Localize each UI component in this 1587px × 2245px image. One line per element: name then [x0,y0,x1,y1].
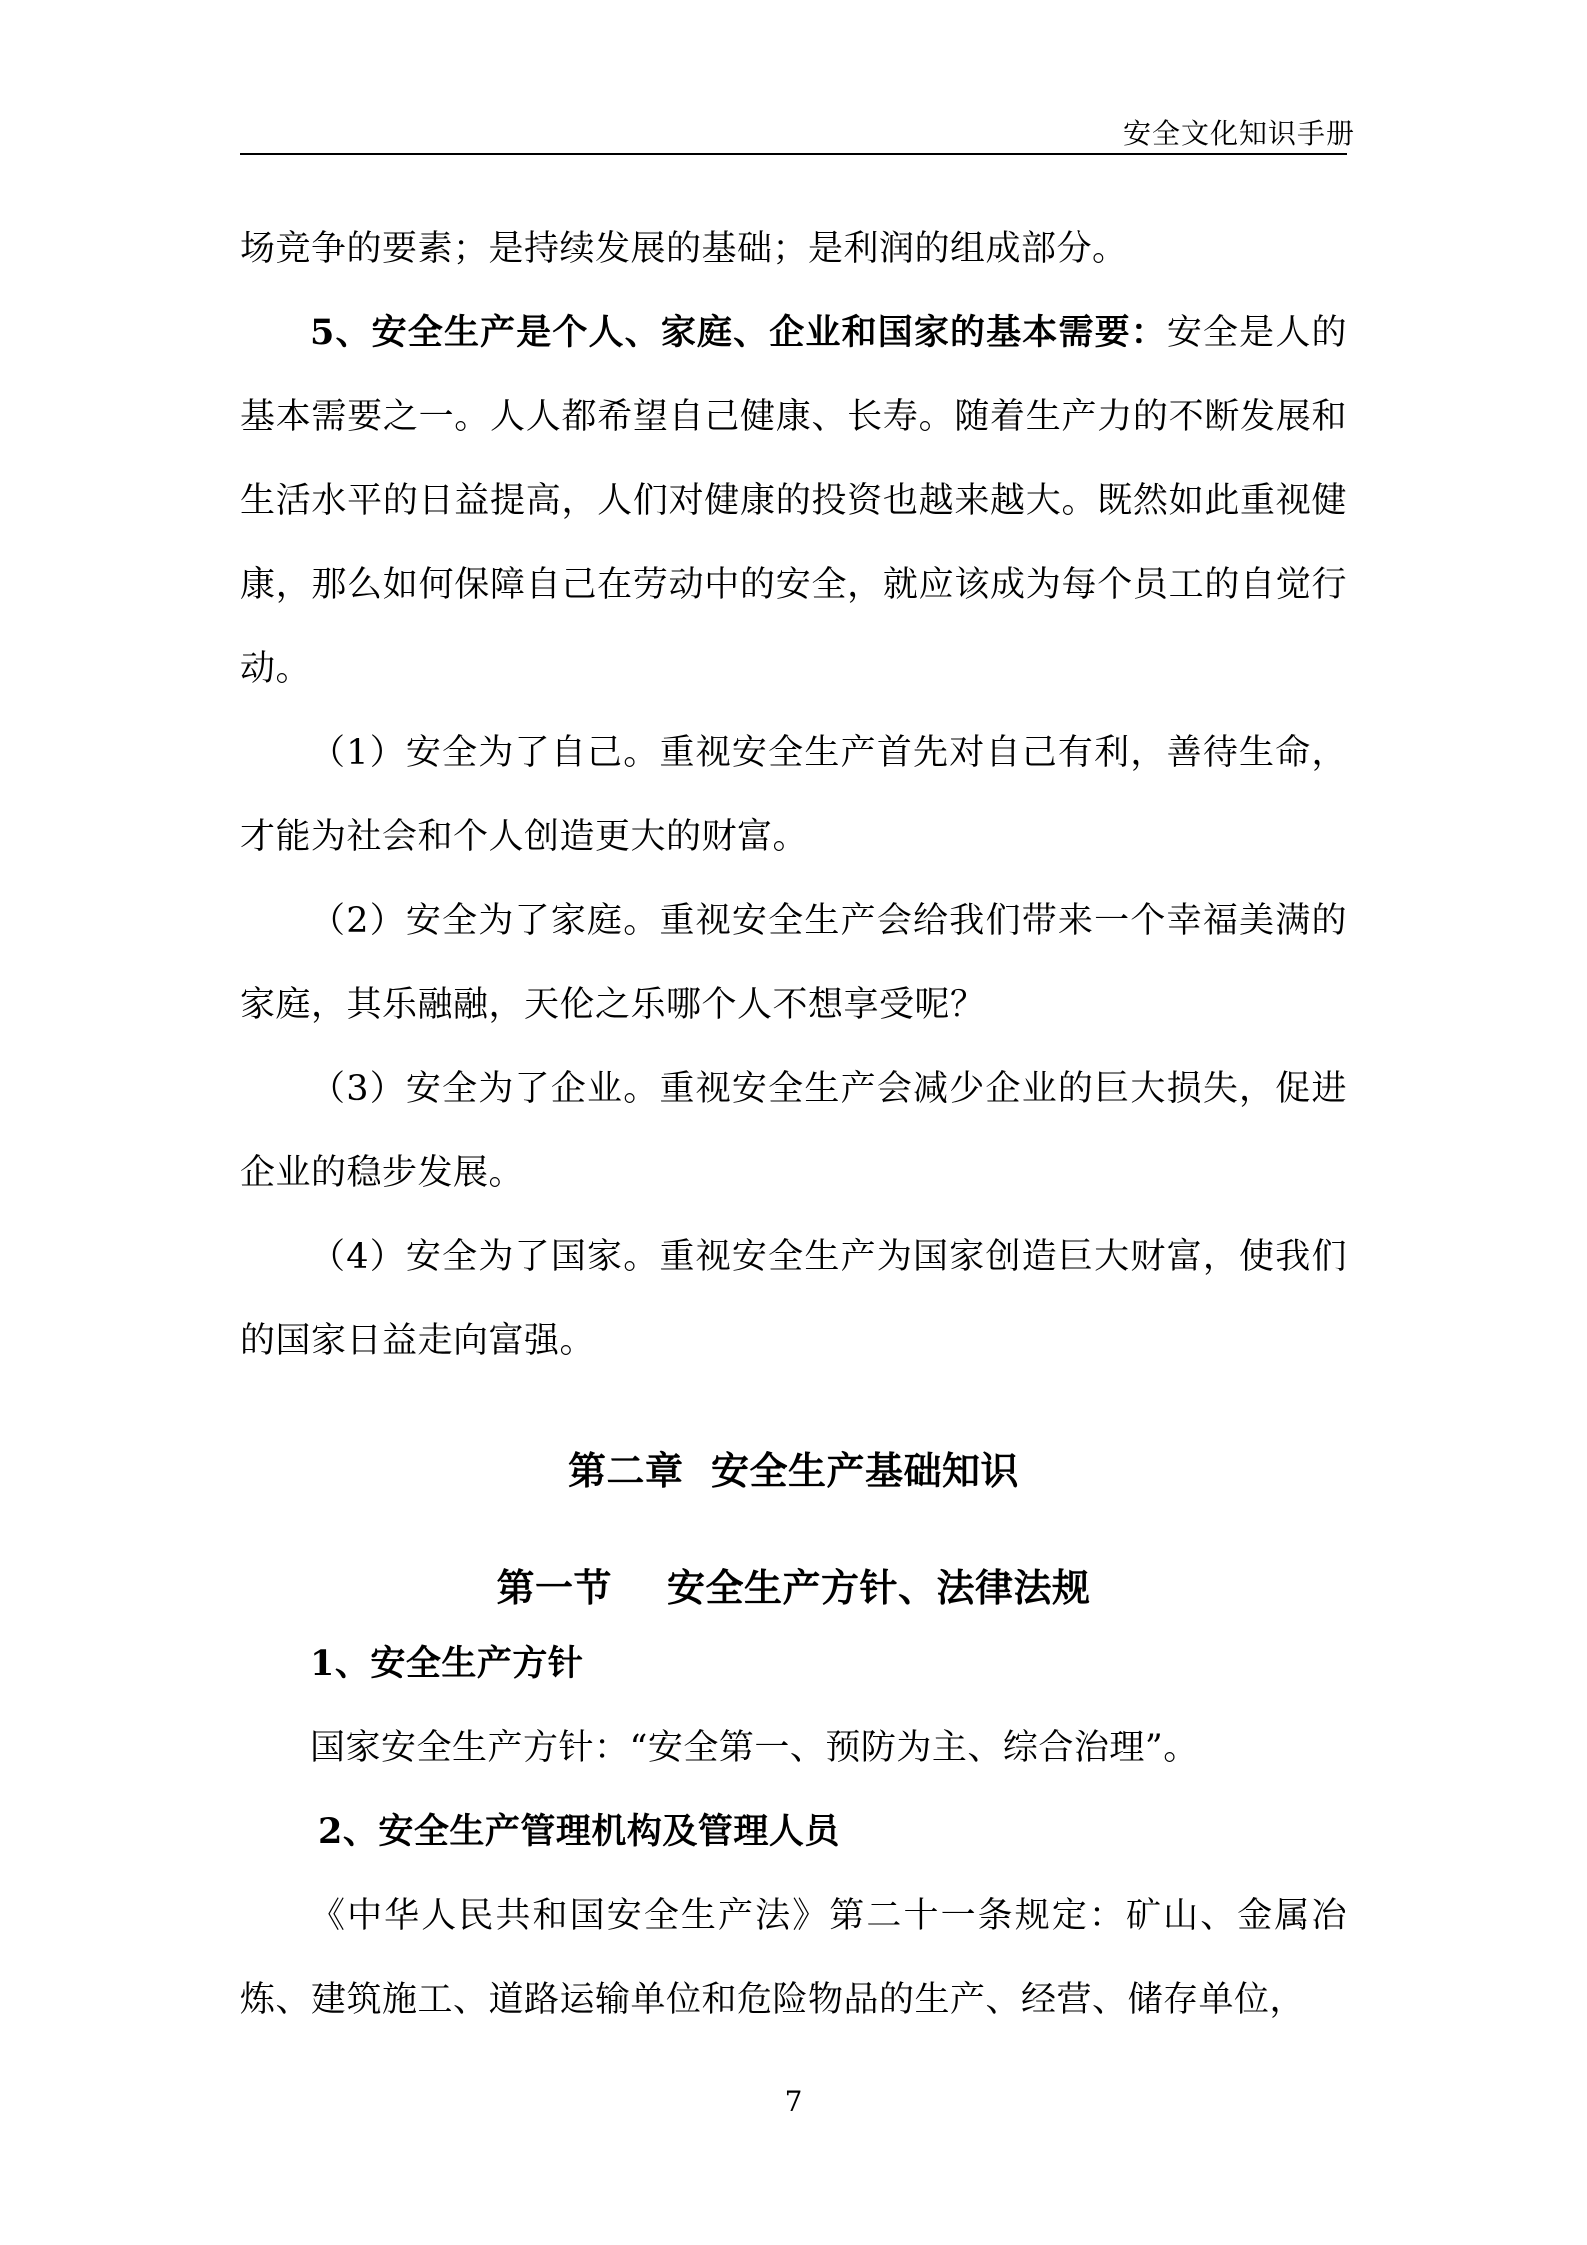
subsection-text-1: 国家安全生产方针：“安全第一、预防为主、综合治理”。 [310,1728,1199,1768]
paragraph-basic-need [240,291,1347,711]
page-number: 7 [784,2085,803,2118]
running-header-title: 安全文化知识手册 [1122,117,1355,150]
paragraph-continuation: 场竞争的要素；是持续发展的基础；是利润的组成部分。 [240,229,1128,269]
subsection-heading-2: 2、安全生产管理机构及管理人员 [318,1811,840,1852]
subsection-heading-1: 1、安全生产方针 [310,1643,584,1684]
paragraph-item-1: （1）安全为了自己。重视安全生产首先对自己有利，善待生命，才能为社会和个人创造更大的财富。 [240,733,1347,857]
paragraph-item-4: （4）安全为了国家。重视安全生产为国家创造巨大财富，使我们的国家日益走向富强。 [240,1237,1347,1361]
paragraph-text: 安全是人的基本需要之一。人人都希望自己健康、长寿。随着生产力的不断发展和生活水平的日益提高，人们对健康的投资也越来越大。既然如此重视健康，那么如何保障自己在劳动中的安全，就应该成为每个员工的自觉行动。 [240,313,1347,689]
paragraph-item-2: （2）安全为了家庭。重视安全生产会给我们带来一个幸福美满的家庭，其乐融融，天伦之乐哪个人不想享受呢？ [240,901,1347,1025]
section-title: 第一节 安全生产方针、法律法规 [496,1565,1091,1610]
paragraph-item-3: （3）安全为了企业。重视安全生产会减少企业的巨大损失，促进企业的稳步发展。 [240,1069,1347,1193]
subsection-text-2: 《中华人民共和国安全生产法》第二十一条规定：矿山、金属冶炼、建筑施工、道路运输单位和危险物品的生产、经营、储存单位， [240,1896,1347,2020]
header-rule [240,153,1347,155]
paragraph-lead-heading: 5、安全生产是个人、家庭、企业和国家的基本需要： [310,312,1167,353]
page-body [240,207,1347,2042]
chapter-title: 第二章 安全生产基础知识 [568,1448,1019,1493]
